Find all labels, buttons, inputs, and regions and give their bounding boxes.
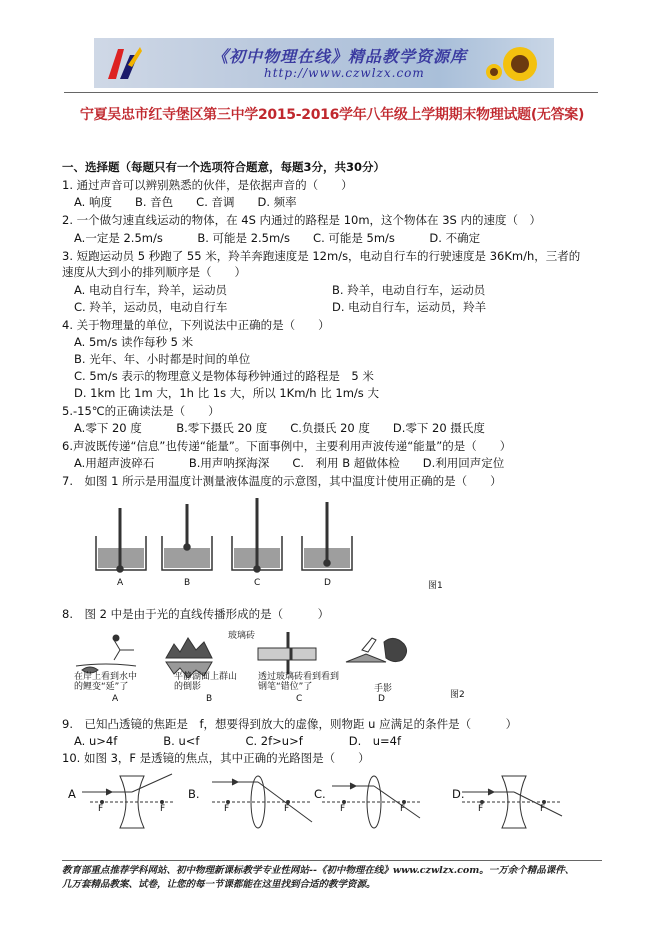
q3-stem-line1: 3. 短跑运动员 5 秒跑了 55 米，羚羊奔跑速度是 12m/s，电动自行车的行驶速度是 36Km/h，三者的 [62, 249, 581, 263]
fig3-letter-a: A [68, 787, 76, 801]
banner-url: http://www.czwlzx.com [264, 66, 425, 80]
fig3-letter-c: C. [314, 787, 326, 801]
fig2-letter-a: A [112, 694, 119, 704]
fig3-focus-d1: F [478, 804, 484, 814]
fig3-letter-b: B. [188, 787, 200, 801]
figure-2-light [66, 628, 466, 678]
q4-option-b: B. 光年、年、小时都是时间的单位 [74, 352, 251, 366]
footer-line-1: 教育部重点推荐学科网站、初中物理新课标教学专业性网站--《初中物理在线》www.czwlzx.com。一万余个精品课件、 [62, 865, 575, 876]
q5-options: A.零下 20 度 B.零下摄氏 20 度 C.负摄氏 20 度 D.零下 20 摄氏度 [74, 421, 485, 435]
q1-options: A. 响度 B. 音色 C. 音调 D. 频率 [74, 195, 297, 209]
beaker-d [302, 502, 352, 570]
site-logo-icon [104, 43, 144, 83]
footer-divider [62, 860, 602, 861]
figure-1-thermometers [90, 496, 610, 588]
fig3-focus-b1: F [224, 804, 230, 814]
q4-option-d: D. 1km 比 1m 大，1h 比 1s 大，所以 1Km/h 比 1m/s 大 [74, 386, 379, 400]
fig2-letter-c: C [296, 694, 303, 704]
fig2-caption-b: 平静湖面上群山 的倒影 [174, 672, 238, 692]
fig2-a-fish [76, 635, 136, 673]
fig2-caption-a: 在岸上看到水中 的鲤变“延”了 [74, 672, 138, 692]
fig3-focus-c1: F [340, 804, 346, 814]
q10-stem: 10. 如图 3，F 是透镜的焦点，其中正确的光路图是（ ） [62, 751, 370, 765]
q9-stem: 9. 已知凸透镜的焦距是 f，想要得到放大的虚像，则物距 u 应满足的条件是（ ） [62, 717, 518, 731]
q3-option-b: B. 羚羊，电动自行车，运动员 [332, 283, 486, 297]
fig1-label-c: C [254, 578, 261, 588]
fig3-letter-d: D. [452, 787, 465, 801]
figure-1-label: 图1 [428, 581, 443, 591]
footer [62, 864, 607, 892]
q3-option-d: D. 电动自行车，运动员，羚羊 [332, 300, 487, 314]
fig2-d-shadow [346, 638, 407, 662]
fig1-label-d: D [324, 578, 331, 588]
q7-stem: 7. 如图 1 所示是用温度计测量液体温度的示意图，其中温度计使用正确的是（ ） [62, 474, 502, 488]
section-heading: 一、选择题（每题只有一个选项符合题意，每题3分，共30分） [62, 160, 386, 174]
fig2-caption-c: 透过玻璃砖看到看到 钢笔“错位”了 [258, 672, 340, 692]
fig3-focus-d2: F [540, 804, 546, 814]
footer-line-2: 几万套精品教案、试卷，让您的每一节课都能在这里找到合适的教学资源。 [62, 879, 376, 890]
figure-2-label: 图2 [450, 690, 465, 700]
q2-stem: 2. 一个做匀速直线运动的物体，在 4S 内通过的路程是 10m，这个物体在 3S 内的速度（ ） [62, 213, 541, 227]
q4-stem: 4. 关于物理量的单位，下列说法中正确的是（ ） [62, 318, 330, 332]
q2-options: A.一定是 2.5m/s B. 可能是 2.5m/s C. 可能是 5m/s D. 不确定 [74, 231, 481, 245]
fig1-label-b: B [184, 578, 191, 588]
fig2-caption-d: 手影 [374, 684, 393, 694]
beaker-a [96, 508, 146, 572]
figure-3-lenses [62, 772, 582, 834]
q4-option-c: C. 5m/s 表示的物理意义是物体每秒钟通过的路程是 5 米 [74, 369, 374, 383]
q5-stem: 5.-15℃的正确读法是（ ） [62, 404, 220, 418]
q4-option-a: A. 5m/s 读作每秒 5 米 [74, 335, 194, 349]
q6-stem: 6.声波既传递“信息”也传递“能量”。下面事例中，主要利用声波传递“能量”的是（ ） [62, 439, 512, 453]
q3-option-a: A. 电动自行车，羚羊，运动员 [74, 283, 227, 297]
q1-stem: 1. 通过声音可以辨别熟悉的伙伴，是依据声音的（ ） [62, 178, 353, 192]
q6-options: A.用超声波碎石 B.用声呐探海深 C. 利用 B 超做体检 D.利用回声定位 [74, 456, 505, 470]
fig2-glass-label: 玻璃砖 [228, 631, 256, 641]
q9-options: A. u>4f B. u<f C. 2f>u>f D. u=4f [74, 734, 402, 748]
page-title: 宁夏吴忠市红寺堡区第三中学2015-2016学年八年级上学期期末物理试题(无答案) [79, 107, 585, 123]
fig3-focus-a2: F [160, 804, 166, 814]
fig2-letter-b: B [206, 694, 213, 704]
sunflower-icon [484, 42, 548, 86]
q8-stem: 8. 图 2 中是由于光的直线传播形成的是（ ） [62, 607, 330, 621]
fig1-label-a: A [117, 578, 124, 588]
beaker-c [232, 498, 282, 572]
header-divider [64, 92, 598, 93]
beaker-b [162, 504, 212, 570]
fig3-focus-a1: F [98, 804, 104, 814]
q3-option-c: C. 羚羊，运动员，电动自行车 [74, 300, 228, 314]
banner-title: 《初中物理在线》精品教学资源库 [212, 47, 468, 66]
q3-stem-line2: 速度从大到小的排列顺序是（ ） [62, 265, 246, 279]
fig3-focus-b2: F [284, 804, 290, 814]
header-banner [94, 38, 554, 88]
fig3-focus-c2: F [400, 804, 406, 814]
fig2-c-glass-pen [258, 632, 316, 674]
fig2-letter-d: D [378, 694, 385, 704]
